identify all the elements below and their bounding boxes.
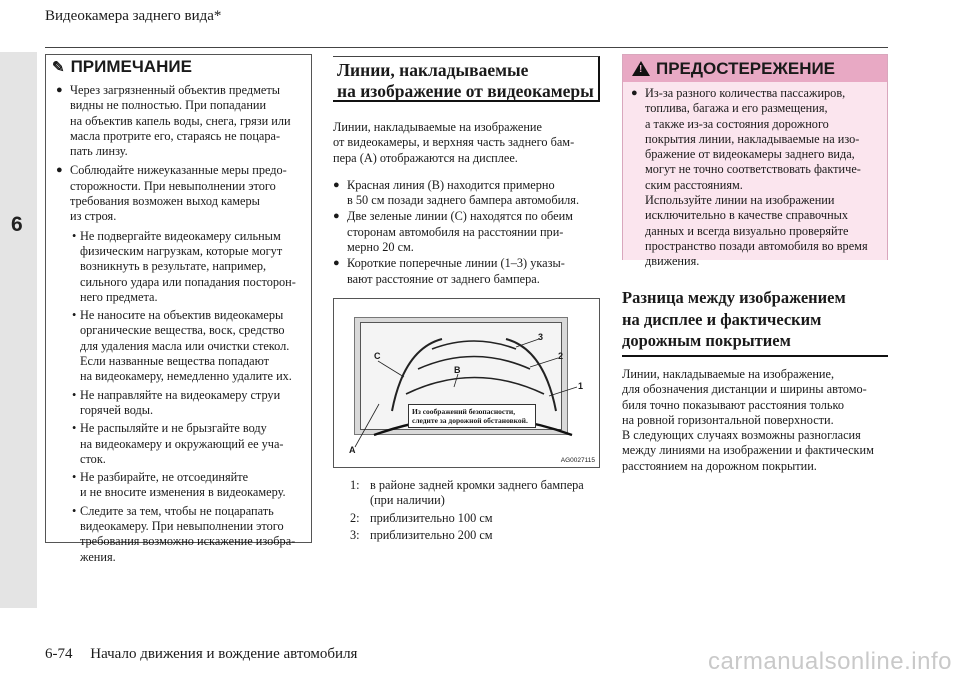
text-line: движения. — [645, 254, 700, 269]
header-divider — [45, 47, 888, 48]
distance-line-1 — [406, 378, 544, 395]
text-line: ским расстояниям. — [645, 177, 743, 192]
figure-code: AG0027115 — [560, 457, 595, 464]
legend-number: 2: — [350, 510, 360, 525]
distance-line-3 — [432, 341, 516, 349]
label-a: A — [349, 445, 356, 455]
legend-item — [350, 478, 600, 509]
text-line: масла протрите его, стараясь не поцара- — [70, 128, 281, 143]
heading-line: Разница между изображением — [622, 288, 846, 307]
text-line: видеокамеру. При невыполнении этого — [80, 519, 284, 534]
heading-line: Линии, накладываемые — [337, 60, 529, 80]
text-line: на объектив капель воды, снега, грязи или — [70, 113, 291, 128]
text-line: ● Две зеленые линии (C) находятся по обеим — [347, 209, 573, 224]
text-line: и не вносите изменения в видеокамеру. — [80, 485, 286, 500]
text-line: ● Красная линия (B) находится примерно — [347, 177, 555, 192]
text-line: Линии, накладываемые на изображение, — [622, 367, 835, 381]
text-line: • Не подвергайте видеокамеру сильным — [80, 228, 281, 243]
safety-caption-box — [408, 404, 536, 428]
note-box — [45, 54, 312, 564]
guide-line-right — [506, 339, 556, 411]
text-line: пать линзу. — [70, 144, 128, 159]
text-line: требования возможно искажение изобра- — [80, 534, 296, 549]
pencil-icon: ✎ — [52, 59, 65, 76]
legend-number: 1: — [350, 478, 360, 492]
leader-2 — [530, 358, 558, 367]
page-footer — [45, 646, 357, 663]
overlay-lines-drawing — [334, 299, 601, 469]
figure-legend — [350, 478, 600, 545]
heading-line: на изображение от видеокамеры — [337, 81, 594, 101]
text-line: ● Короткие поперечные линии (1–3) указы- — [347, 256, 565, 271]
text-line: для обозначения дистанции и ширины автомо- — [622, 382, 867, 397]
text-line: могут не точно соответствовать фактиче- — [645, 162, 861, 177]
overlay-bullet — [333, 209, 601, 255]
text-line: • Не разбирайте, не отсоединяйте — [80, 470, 249, 485]
text-line: между линиями на изображении и фактическим — [622, 443, 874, 458]
text-line: возникнуть в результате, например, — [80, 259, 267, 274]
note-sub-item — [56, 470, 303, 501]
text-line: него предмета. — [80, 289, 158, 304]
text-line: • Не направляйте на видеокамеру струи — [80, 387, 281, 402]
text-line: на видеокамеру и окружающий ее уча- — [80, 436, 284, 451]
legend-number: 3: — [350, 527, 360, 542]
leader-1 — [549, 387, 577, 396]
text-line: мерно 20 см. — [347, 240, 414, 255]
overlay-bullet — [333, 256, 601, 287]
text-line: • Не распыляйте и не брызгайте воду — [80, 421, 267, 436]
text-line: • Следите за тем, чтобы не поцарапать — [80, 503, 274, 518]
legend-item — [350, 511, 600, 526]
overlay-lines-heading — [333, 56, 600, 102]
difference-heading — [622, 287, 888, 357]
text-line: (при наличии) — [370, 493, 445, 508]
text-line: видны не полностью. При попадании — [70, 98, 267, 113]
section-title: Начало движения и вождение автомобиля — [90, 646, 358, 662]
text-line: пера (A) отображаются на дисплее. — [333, 150, 518, 165]
warning-bullet — [631, 86, 881, 270]
watermark: carmanualsonline.info — [708, 648, 952, 675]
text-line: на видеокамеру, немедленно удалите их. — [80, 369, 292, 384]
text-line: сильного удара или попадания посторон- — [80, 274, 296, 289]
page-title: Видеокамера заднего вида* — [45, 8, 222, 24]
text-line: Линии, накладываемые на изображение — [333, 120, 542, 134]
text-line: из строя. — [70, 209, 117, 224]
text-line: от видеокамеры, и верхняя часть заднего бам- — [333, 135, 575, 150]
text-line: • Не наносите на объектив видеокамеры — [80, 308, 284, 323]
note-sub-item — [56, 388, 303, 419]
text-line: покрытия линии, накладываемые на изо- — [645, 131, 860, 146]
text-line: Используйте линии на изображении — [645, 193, 835, 208]
note-bullet — [56, 83, 303, 159]
heading-line: дорожным покрытием — [622, 331, 791, 350]
overlay-bullet — [333, 178, 601, 209]
text-line: в районе задней кромки заднего бампера — [370, 478, 584, 492]
note-header — [46, 55, 311, 79]
text-line: в 50 см позади заднего бампера автомобиля. — [347, 193, 580, 208]
text-line: сток. — [80, 451, 106, 466]
text-line: В следующих случаях возможны разногласия — [622, 428, 861, 443]
label-3: 3 — [538, 332, 544, 342]
text-line: физическим нагрузкам, которые могут — [80, 243, 283, 258]
label-c: C — [374, 351, 381, 361]
note-sub-item — [56, 421, 303, 467]
text-line: горячей воды. — [80, 402, 154, 417]
text-line: ● Через загрязненный объектив предметы — [70, 83, 280, 97]
text-line: Если названные вещества попадают — [80, 354, 270, 369]
text-line: вают расстояние от заднего бампера. — [347, 271, 540, 286]
text-line: для удаления масла или очистки стекол. — [80, 338, 290, 353]
text-line: топлива, багажа и его размещения, — [645, 101, 828, 116]
text-line: ● Соблюдайте нижеуказанные меры предо- — [70, 163, 287, 178]
text-line: приблизительно 100 см — [370, 510, 493, 525]
difference-text — [622, 367, 888, 474]
leader-3 — [516, 339, 539, 347]
warning-title: ПРЕДОСТЕРЕЖЕНИЕ — [656, 58, 836, 78]
guide-line-left — [392, 339, 442, 411]
text-line: жения. — [80, 549, 116, 564]
chapter-side-strip — [0, 52, 37, 608]
text-line: требования возможен выход камеры — [70, 194, 260, 209]
leader-b — [454, 374, 458, 387]
text-line: биля точно показывают расстояния только — [622, 397, 845, 412]
note-sub-item — [56, 504, 303, 565]
text-line: органические вещества, воск, средство — [80, 323, 285, 338]
label-b: B — [454, 365, 461, 375]
text-line: сторонам автомобиля на расстоянии при- — [347, 224, 564, 239]
text-line: на ровной горизонтальной поверхности. — [622, 412, 834, 427]
note-body — [46, 79, 311, 565]
text-line: приблизительно 200 см — [370, 527, 493, 542]
warning-header — [623, 55, 887, 82]
camera-overlay-figure — [333, 298, 600, 468]
label-2: 2 — [558, 351, 564, 361]
note-title: ПРИМЕЧАНИЕ — [70, 57, 192, 76]
text-line: бражение от видеокамеры заднего вида, — [645, 147, 855, 162]
leader-a — [355, 404, 379, 447]
label-1: 1 — [578, 381, 584, 391]
note-sub-item — [56, 229, 303, 305]
overlay-lines-text — [333, 120, 601, 288]
note-bullet — [56, 163, 303, 224]
caption-line: следите за дорожной обстановкой. — [412, 416, 528, 425]
note-sub-item — [56, 308, 303, 384]
heading-line: на дисплее и фактическим — [622, 309, 822, 329]
warning-body — [623, 82, 887, 269]
text-line: сторожности. При невыполнении этого — [70, 178, 276, 193]
legend-item — [350, 528, 600, 543]
page-number: 6-74 — [45, 646, 73, 662]
text-line: исключительно в качестве справочных — [645, 208, 849, 223]
text-line: ● Из-за разного количества пассажиров, — [645, 86, 846, 100]
text-line: пространство позади автомобиля во время — [645, 238, 868, 253]
distance-line-2 — [418, 357, 530, 370]
warning-box — [622, 54, 888, 269]
text-line: данных и всегда визуально проверяйте — [645, 223, 849, 238]
leader-c — [378, 361, 404, 377]
warning-triangle-icon: ! — [632, 61, 650, 76]
text-line: а также из-за состояния дорожного — [645, 116, 829, 131]
chapter-number: 6 — [11, 213, 23, 236]
text-line: расстоянием на дорожном покрытии. — [622, 458, 817, 473]
caption-line: Из соображений безопасности, — [412, 407, 516, 416]
intro-paragraph — [333, 120, 601, 166]
